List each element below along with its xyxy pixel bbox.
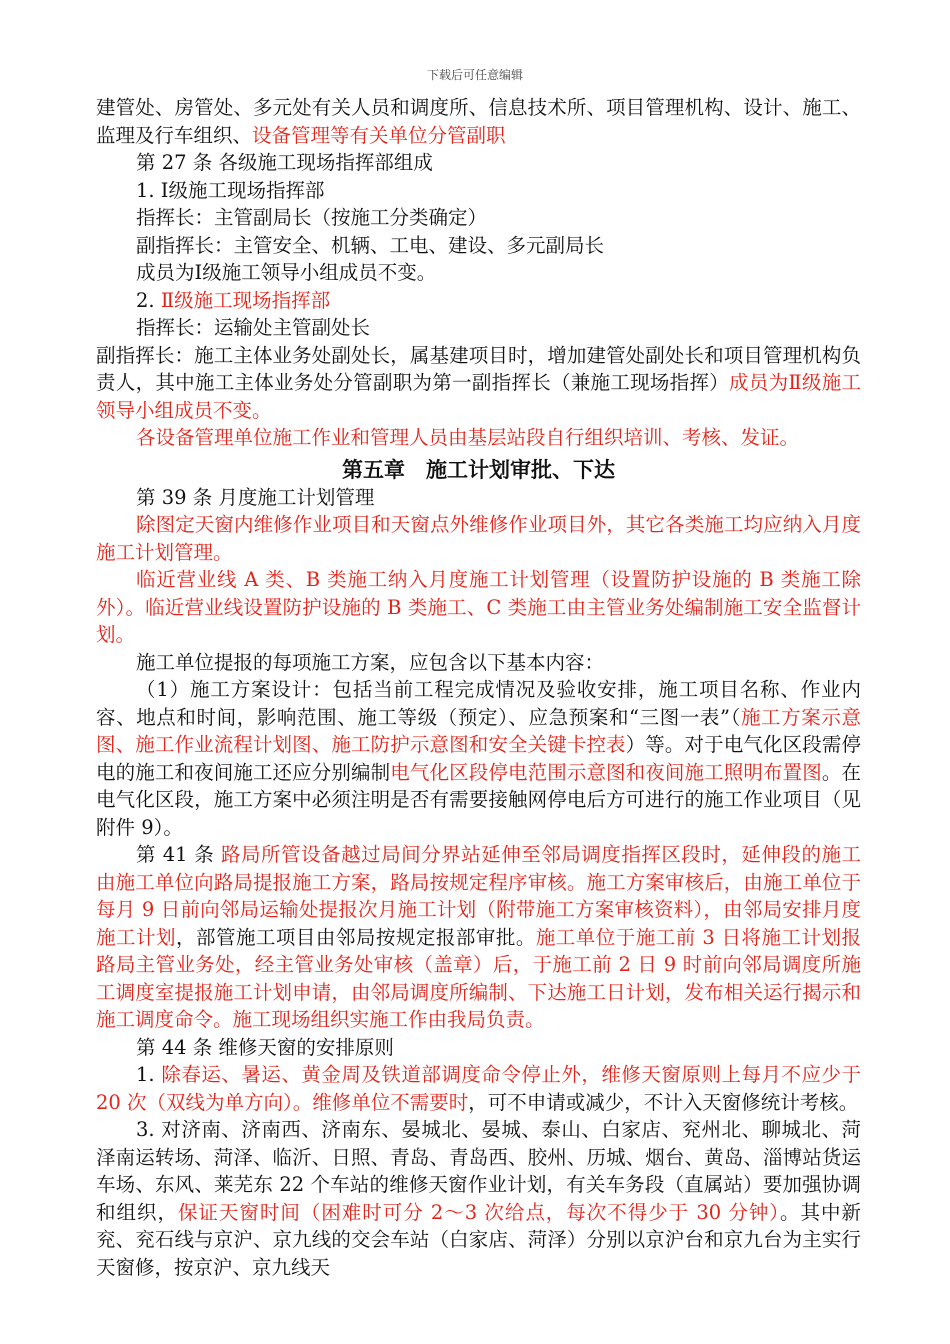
body-text: 。其中新兖、兖石线与京沪、京九线的交会车站（白家店、菏泽）分别以京沪台和京九台为主实行天窗修，按京沪、京九线天 <box>96 1200 861 1279</box>
document-body <box>96 94 861 1281</box>
body-text: （1）施工方案设计：包括当前工程完成情况及验收安排，施工项目名称、作业内容、地点和时间，影响范围、施工等级（预定）、应急预案和“三图一表”（ <box>96 678 861 729</box>
paragraph-p2 <box>96 149 861 177</box>
body-text: 第 27 条 各级施工现场指挥部组成 <box>136 151 433 174</box>
paragraph-p14 <box>96 649 861 677</box>
paragraph-p10 <box>96 424 861 452</box>
body-text: 3. 对济南、济南西、济南东、晏城北、晏城、泰山、白家店、兖州北、聊城北、菏泽南运转场、菏泽、临沂、日照、青岛、青岛西、胶州、历城、烟台、黄岛、淄博站货运车场、东风、莱芜东 22 个车站的维修天窗作业计划，有关车务段（直属站）要加强协调和组织， <box>96 1118 861 1224</box>
highlighted-text: 临近营业线 A 类、B 类施工纳入月度施工计划管理（设置防护设施的 B 类施工除外）。临近营业线设置防护设施的 B 类施工、C 类施工由主管业务处编制施工安全监督计划。 <box>96 568 861 646</box>
paragraph-p1 <box>96 94 861 149</box>
paragraph-p7 <box>96 287 861 315</box>
body-text: 指挥长：主管副局长（按施工分类确定） <box>136 206 488 229</box>
highlighted-text: 除春运、暑运、黄金周及铁道部调度命令停止外，维修天窗原则上每月不应少于 20 次（双线为单方向）。维修单位不需要时 <box>96 1063 861 1114</box>
body-text: 第五章 施工计划审批、下达 <box>342 457 615 482</box>
paragraph-p9 <box>96 342 861 425</box>
highlighted-text: 成员为Ⅱ级施工领导小组成员不变。 <box>96 371 861 422</box>
body-text: 第 39 条 月度施工计划管理 <box>136 485 375 509</box>
body-text: 施工单位提报的每项施工方案，应包含以下基本内容： <box>136 650 605 674</box>
paragraph-p18 <box>96 1061 861 1116</box>
paragraph-p4 <box>96 204 861 232</box>
paragraph-p13 <box>96 566 861 649</box>
paragraph-p16 <box>96 841 861 1034</box>
body-text: 指挥长：运输处主管副处长 <box>136 316 371 339</box>
body-text: ）等。对于电气化区段需停电的施工和夜间施工还应分别编制 <box>96 733 861 784</box>
highlighted-text: 各设备管理单位施工作业和管理人员由基层站段自行组织培训、考核、发证。 <box>136 426 800 449</box>
body-text: 第 44 条 维修天窗的安排原则 <box>136 1035 394 1059</box>
body-text: 第 41 条 <box>136 843 221 866</box>
body-text: 1. <box>136 1063 162 1086</box>
paragraph-p3 <box>96 177 861 205</box>
body-text: 副指挥长：主管安全、机辆、工电、建设、多元副局长 <box>136 233 605 257</box>
highlighted-text: 施工方案示意图、施工作业流程计划图、施工防护示意图和安全关键卡控表 <box>96 705 861 756</box>
highlighted-text: 除图定天窗内维修作业项目和天窗点外维修作业项目外，其它各类施工均应纳入月度施工计划管理。 <box>96 513 861 564</box>
body-text: ，可不申请或减少，不计入天窗修统计考核。 <box>468 1090 859 1114</box>
paragraph-p11 <box>96 484 861 512</box>
highlighted-text: Ⅱ级施工现场指挥部 <box>160 288 331 312</box>
body-text: 2. <box>136 288 161 312</box>
body-text: 建管处、房管处、多元处有关人员和调度所、信息技术所、项目管理机构、设计、施工、监理及行车组织、 <box>96 96 861 147</box>
chapter-heading <box>96 456 861 484</box>
paragraph-p17 <box>96 1034 861 1062</box>
page-header: 下载后可任意编辑 <box>426 68 523 82</box>
body-text: 成员为Ⅰ级施工领导小组成员不变。 <box>136 261 437 284</box>
highlighted-text: 路局所管设备越过局间分界站延伸至邻局调度指挥区段时，延伸段的施工由施工单位向路局提报施工方案，路局按规定程序审核。施工方案审核后，由施工单位于每月 9 日前向邻局运输处提报次月施工计划（附带施工方案审核资料），由邻局安排月度施工计划 <box>96 843 861 949</box>
highlighted-text: 施工单位于施工前 3 日将施工计划报路局主管业务处，经主管业务处审核（盖章）后，于施工前 2 日 9 时前向邻局调度所施工调度室提报施工计划申请，由邻局调度所编制、下达施工日计划，发布相关运行揭示和施工调度命令。施工现场组织实施工作由我局负责。 <box>96 925 861 1031</box>
paragraph-p5 <box>96 232 861 260</box>
body-text: 。在电气化区段，施工方案中必须注明是否有需要接触网停电后方可进行的施工作业项目（见附件 9）。 <box>96 760 861 839</box>
paragraph-p15 <box>96 676 861 841</box>
paragraph-p8 <box>96 314 861 342</box>
paragraph-p12 <box>96 511 861 566</box>
highlighted-text: 电气化区段停电范围示意图和夜间施工照明布置图 <box>390 760 822 784</box>
highlighted-text: 设备管理等有关单位分管副职 <box>252 123 506 147</box>
body-text: 1. Ⅰ级施工现场指挥部 <box>136 178 325 202</box>
body-text: ，部管施工项目由邻局按规定报部审批。 <box>175 925 536 949</box>
paragraph-p6 <box>96 259 861 287</box>
paragraph-p19 <box>96 1116 861 1281</box>
highlighted-text: 保证天窗时间（困难时可分 2～3 次给点，每次不得少于 30 分钟） <box>177 1200 781 1224</box>
body-text: 副指挥长：施工主体业务处副处长，属基建项目时，增加建管处副处长和项目管理机构负责人，其中施工主体业务处分管副职为第一副指挥长（兼施工现场指挥） <box>96 343 861 394</box>
